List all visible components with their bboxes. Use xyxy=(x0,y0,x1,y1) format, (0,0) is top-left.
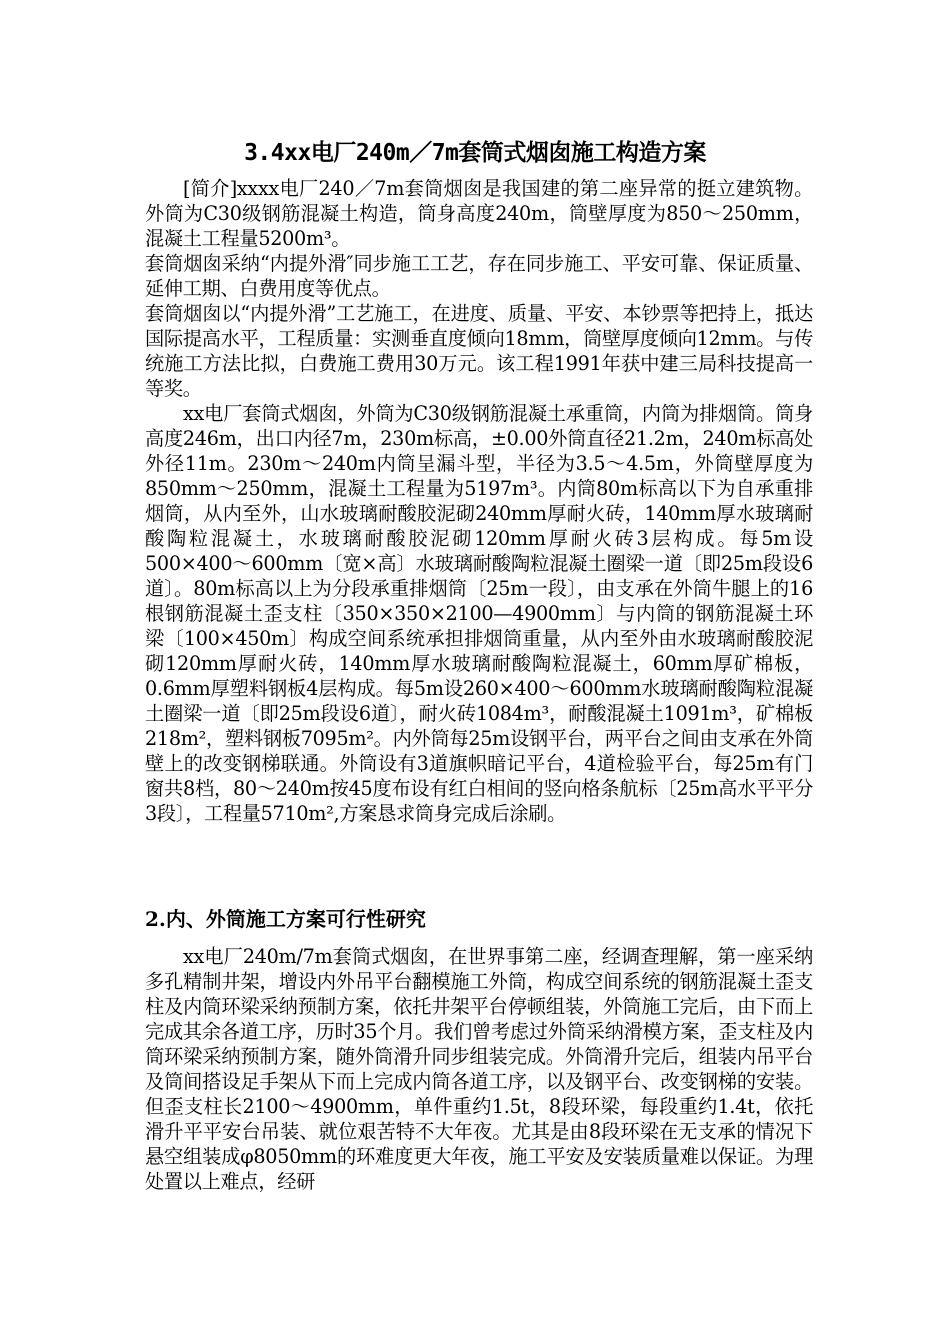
section-2-heading: 2.内、外筒施工方案可行性研究 xyxy=(145,907,426,931)
document-title: 3.4xx电厂240m／7m套筒式烟囱施工构造方案 xyxy=(244,140,706,166)
section-2-body xyxy=(145,944,813,1194)
intro-paragraph-structure: xx电厂套筒式烟囱，外筒为C30级钢筋混凝土承重筒，内筒为排烟筒。筒身高度246m，出口内径7m，230m标高，±0.00外筒直径21.2m，240m标高处外径11m。230m～240m内筒呈漏斗型，半径为3.5～4.5m，外筒壁厚度为850mm～250mm，混凝土工程量为5197m³。内筒80m标高以下为自承重排烟筒，从内至外，山水玻璃耐酸胶泥砌240mm厚耐火砖，140mm厚水玻璃耐酸陶粒混凝土，水玻璃耐酸胶泥砌120mm厚耐火砖3层构成。每5m设500×400～600mm〔宽×高〕水玻璃耐酸陶粒混凝土圈梁一道〔即25m段设6道〕。80m标高以上为分段承重排烟筒〔25m一段〕，由支承在外筒牛腿上的16根钢筋混凝土歪支柱〔350×350×2100—4900mm〕与内筒的钢筋混凝土环梁〔100×450m〕构成空间系统承担排烟筒重量，从内至外由水玻璃耐酸胶泥砌120mm厚耐火砖，140mm厚水玻璃耐酸陶粒混凝土，60mm厚矿棉板，0.6mm厚塑料钢板4层构成。每5m设260×400～600mm水玻璃耐酸陶粒混凝土圈梁一道〔即25m段设6道〕，耐火砖1084m³，耐酸混凝土1091m³，矿棉板218m²，塑料钢板7095m²。内外筒每25m设钢平台，两平台之间由支承在外筒壁上的改变钢梯联通。外筒设有3道旗帜暗记平台，4道检验平台，每25m有门窗共8档，80～240m按45度布设有红白相间的竖向格条航标〔25m高水平平分3段〕，工程量5710m²,方案恳求筒身完成后涂刷。 xyxy=(145,402,813,825)
intro-paragraph-process: 套筒烟囱采纳“内提外滑″同步施工工艺，存在同步施工、平安可靠、保证质量、延伸工期、白费用度等优点。 xyxy=(145,252,813,300)
intro-paragraph-summary: [简介]xxxx电厂240／7m套筒烟囱是我国建的第二座异常的挺立建筑物。外筒为C30级钢筋混凝土构造，筒身高度240m，筒壁厚度为850～250mm，混凝土工程量5200m³。 xyxy=(145,177,813,250)
intro-paragraph-results: 套筒烟囱以“内提外滑”工艺施工，在进度、质量、平安、本钞票等把持上，抵达国际提高水平，工程质量：实测垂直度倾向18mm，筒壁厚度倾向12mm。与传统施工方法比拟，白费施工费用30万元。该工程1991年获中建三局科技提高一等奖。 xyxy=(145,302,813,400)
section-2-paragraph: xx电厂240m/7m套筒式烟囱，在世界事第二座，经调查理解，第一座采纳多孔精制井架，增设内外吊平台翻模施工外筒，构成空间系统的钢筋混凝土歪支柱及内筒环梁采纳预制方案，依托井架平台停顿组装，外筒施工完后，由下而上完成其余各道工序，历时35个月。我们曾考虑过外筒采纳滑模方案，歪支柱及内筒环梁采纳预制方案，随外筒滑升同步组装完成。外筒滑升完后，组装内吊平台及筒间搭设足手架从下而上完成内筒各道工序，以及钢平台、改变钢梯的安装。但歪支柱长2100～4900mm，单件重约1.5t，8段环梁，每段重约1.4t，依托滑升平平安台吊装、就位艰苦特不大年夜。尤其是由8段环梁在无支承的情况下悬空组装成φ8050mm的环难度更大年夜，施工平安及安装质量难以保证。为理处置以上难点，经研 xyxy=(145,945,813,1193)
intro-section xyxy=(145,176,813,826)
